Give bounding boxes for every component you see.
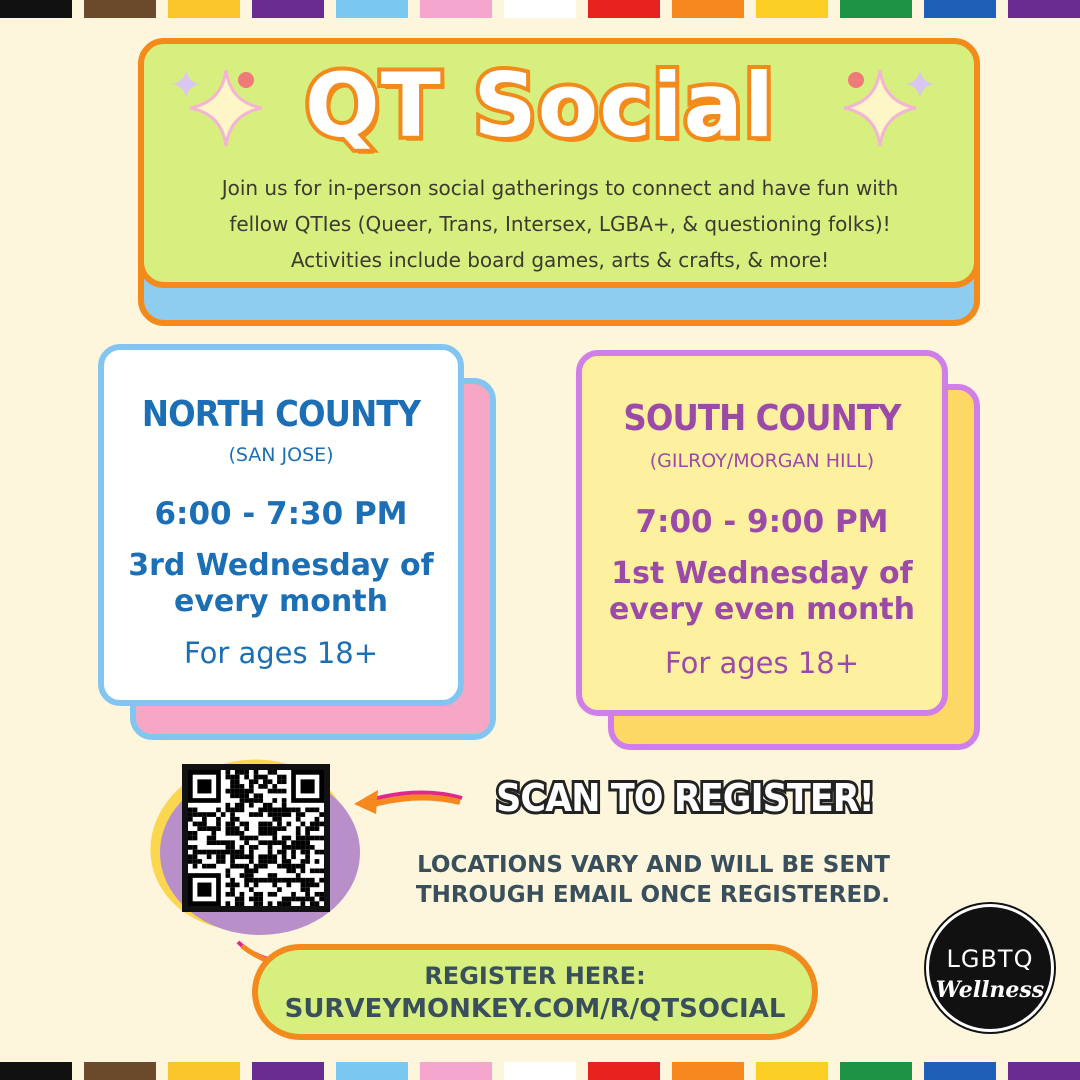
county-area: (GILROY/MORGAN HILL) (649, 450, 875, 472)
qr-code-icon[interactable] (182, 764, 330, 912)
pride-stripe (336, 1062, 408, 1080)
age-requirement: For ages 18+ (664, 646, 860, 680)
scan-to-register-heading: SCAN TO REGISTER! (496, 776, 874, 820)
north-county-card (98, 344, 464, 706)
south-county-card (576, 350, 948, 716)
pride-stripe (420, 0, 492, 18)
pride-stripe (924, 1062, 996, 1080)
schedule-line: every even month (608, 592, 916, 627)
page-title: QT Social (304, 54, 776, 157)
county-area: (SAN JOSE) (228, 444, 334, 466)
pride-stripe (0, 1062, 72, 1080)
lgbtq-wellness-logo (926, 904, 1054, 1032)
event-schedule (104, 548, 458, 620)
pride-stripe (672, 1062, 744, 1080)
register-url-link[interactable]: SURVEYMONKEY.COM/R/QTSOCIAL (284, 994, 786, 1024)
event-time: 7:00 - 9:00 PM (635, 504, 889, 540)
pride-stripe (168, 1062, 240, 1080)
pride-stripe (252, 1062, 324, 1080)
pride-stripe (504, 0, 576, 18)
logo-line: LGBTQ (946, 945, 1034, 973)
location-note (380, 850, 890, 910)
pride-stripe (588, 0, 660, 18)
note-line: LOCATIONS VARY AND WILL BE SENT (417, 852, 890, 878)
schedule-line: 1st Wednesday of (611, 556, 913, 591)
pride-stripe (840, 1062, 912, 1080)
arrow-icon (340, 780, 470, 820)
pride-stripe (672, 0, 744, 18)
pride-stripe (336, 0, 408, 18)
pride-stripe (1008, 0, 1080, 18)
pride-stripe (924, 0, 996, 18)
bottom-pride-stripes (0, 1062, 1080, 1080)
pride-stripe (168, 0, 240, 18)
pride-stripe (588, 1062, 660, 1080)
register-link-box[interactable] (252, 944, 818, 1040)
event-time: 6:00 - 7:30 PM (154, 496, 408, 532)
pride-stripe (84, 1062, 156, 1080)
pride-stripe (1008, 1062, 1080, 1080)
county-name: NORTH COUNTY (141, 394, 421, 435)
event-schedule (582, 556, 942, 628)
schedule-line: 3rd Wednesday of (128, 548, 434, 583)
county-name: SOUTH COUNTY (623, 398, 901, 439)
pride-stripe (0, 0, 72, 18)
pride-stripe (252, 0, 324, 18)
note-line: THROUGH EMAIL ONCE REGISTERED. (415, 882, 890, 908)
pride-stripe (420, 1062, 492, 1080)
pride-stripe (504, 1062, 576, 1080)
top-pride-stripes (0, 0, 1080, 18)
qr-code-pattern (188, 770, 324, 906)
age-requirement: For ages 18+ (183, 636, 379, 670)
schedule-line: every month (174, 584, 388, 619)
pride-stripe (756, 1062, 828, 1080)
register-label: REGISTER HERE: (424, 962, 646, 990)
event-description: Join us for in-person social gatherings to connect and have fun with fellow QTIes (Queer, Trans, Intersex, LGBA+, & questioning folks)! Activities include board games, arts & crafts, & more! (221, 176, 899, 272)
pride-stripe (840, 0, 912, 18)
pride-stripe (84, 0, 156, 18)
logo-line: Wellness (935, 977, 1045, 1003)
pride-stripe (756, 0, 828, 18)
